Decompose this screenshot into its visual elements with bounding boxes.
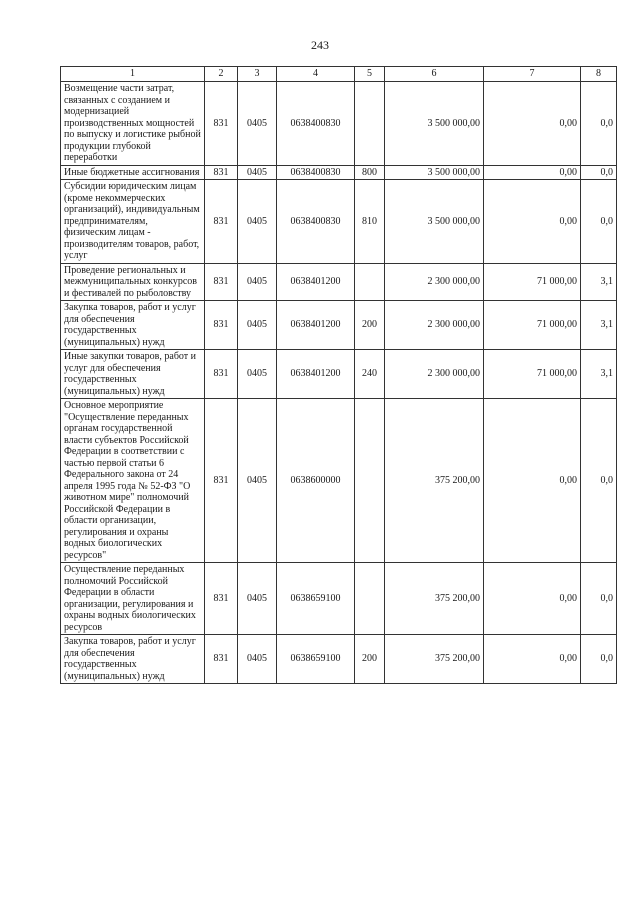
row-expense-type: 240: [355, 350, 385, 399]
row-name: Закупка товаров, работ и услуг для обеспечения государственных (муниципальных) нужд: [61, 635, 205, 684]
row-name: Иные закупки товаров, работ и услуг для обеспечения государственных (муниципальных) нужд: [61, 350, 205, 399]
page-number: 243: [311, 38, 329, 52]
row-target-code: 0638400830: [277, 180, 355, 264]
table-row: [61, 635, 617, 684]
row-percent: 0,0: [581, 399, 617, 563]
row-target-code: 0638659100: [277, 635, 355, 684]
row-name: Иные бюджетные ассигнования: [61, 165, 205, 180]
table-row: [61, 350, 617, 399]
row-executed-amount: 0,00: [484, 180, 581, 264]
row-planned-amount: 375 200,00: [385, 399, 484, 563]
row-executed-amount: 0,00: [484, 635, 581, 684]
table-row: [61, 563, 617, 635]
row-planned-amount: 375 200,00: [385, 635, 484, 684]
row-percent: 3,1: [581, 301, 617, 350]
row-target-code: 0638401200: [277, 263, 355, 301]
row-target-code: 0638600000: [277, 399, 355, 563]
row-planned-amount: 2 300 000,00: [385, 263, 484, 301]
header-cell: 5: [355, 67, 385, 82]
row-target-code: 0638401200: [277, 350, 355, 399]
row-name: Основное мероприятие "Осуществление переданных органам государственной власти субъектов Российской Федерации в соответствии с частью первой статьи 6 Федерального закона от 24 апреля 1995 года № 52-ФЗ "О животном мире" полномочий Российской Федерации в области организации, регулирования и охраны водных биологических ресурсов": [61, 399, 205, 563]
row-percent: 0,0: [581, 82, 617, 166]
header-cell: 7: [484, 67, 581, 82]
table-row: [61, 399, 617, 563]
row-name: Проведение региональных и межмуниципальных конкурсов и фестивалей по рыболовству: [61, 263, 205, 301]
table-header: [61, 67, 617, 82]
row-ministry-code: 831: [205, 399, 238, 563]
row-target-code: 0638400830: [277, 165, 355, 180]
header-cell: 8: [581, 67, 617, 82]
row-planned-amount: 2 300 000,00: [385, 301, 484, 350]
row-percent: 3,1: [581, 263, 617, 301]
row-executed-amount: 0,00: [484, 563, 581, 635]
row-ministry-code: 831: [205, 180, 238, 264]
row-executed-amount: 71 000,00: [484, 350, 581, 399]
row-target-code: 0638400830: [277, 82, 355, 166]
header-cell: 3: [238, 67, 277, 82]
row-expense-type: [355, 563, 385, 635]
row-executed-amount: 0,00: [484, 399, 581, 563]
row-section-code: 0405: [238, 399, 277, 563]
row-name: Осуществление переданных полномочий Российской Федерации в области организации, регулирования и охраны водных биологических ресурсов: [61, 563, 205, 635]
row-target-code: 0638401200: [277, 301, 355, 350]
row-ministry-code: 831: [205, 563, 238, 635]
header-row: [61, 67, 617, 82]
row-ministry-code: 831: [205, 301, 238, 350]
table-row: [61, 263, 617, 301]
row-expense-type: [355, 399, 385, 563]
row-section-code: 0405: [238, 635, 277, 684]
header-cell: 2: [205, 67, 238, 82]
row-planned-amount: 375 200,00: [385, 563, 484, 635]
row-section-code: 0405: [238, 301, 277, 350]
row-name: Возмещение части затрат, связанных с созданием и модернизацией производственных мощностей по выпуску и логистике рыбной продукции глубокой переработки: [61, 82, 205, 166]
row-executed-amount: 0,00: [484, 82, 581, 166]
budget-table: [60, 66, 617, 684]
row-planned-amount: 3 500 000,00: [385, 165, 484, 180]
row-name: Закупка товаров, работ и услуг для обеспечения государственных (муниципальных) нужд: [61, 301, 205, 350]
row-expense-type: 810: [355, 180, 385, 264]
row-percent: 0,0: [581, 180, 617, 264]
row-ministry-code: 831: [205, 263, 238, 301]
row-executed-amount: 71 000,00: [484, 263, 581, 301]
row-planned-amount: 2 300 000,00: [385, 350, 484, 399]
row-section-code: 0405: [238, 263, 277, 301]
row-expense-type: 200: [355, 301, 385, 350]
row-ministry-code: 831: [205, 635, 238, 684]
table-row: [61, 165, 617, 180]
row-section-code: 0405: [238, 350, 277, 399]
header-cell: 6: [385, 67, 484, 82]
row-planned-amount: 3 500 000,00: [385, 180, 484, 264]
row-expense-type: [355, 82, 385, 166]
row-percent: 0,0: [581, 563, 617, 635]
row-planned-amount: 3 500 000,00: [385, 82, 484, 166]
row-percent: 3,1: [581, 350, 617, 399]
row-section-code: 0405: [238, 180, 277, 264]
table-row: [61, 301, 617, 350]
row-section-code: 0405: [238, 165, 277, 180]
row-expense-type: [355, 263, 385, 301]
header-cell: 1: [61, 67, 205, 82]
row-ministry-code: 831: [205, 350, 238, 399]
table-row: [61, 180, 617, 264]
row-executed-amount: 0,00: [484, 165, 581, 180]
row-section-code: 0405: [238, 563, 277, 635]
table-body: [61, 82, 617, 684]
table-row: [61, 82, 617, 166]
row-name: Субсидии юридическим лицам (кроме некоммерческих организаций), индивидуальным предпринимателям, физическим лицам - производителям товаров, работ, услуг: [61, 180, 205, 264]
header-cell: 4: [277, 67, 355, 82]
row-section-code: 0405: [238, 82, 277, 166]
row-target-code: 0638659100: [277, 563, 355, 635]
row-percent: 0,0: [581, 635, 617, 684]
row-percent: 0,0: [581, 165, 617, 180]
row-ministry-code: 831: [205, 82, 238, 166]
row-expense-type: 200: [355, 635, 385, 684]
row-executed-amount: 71 000,00: [484, 301, 581, 350]
row-ministry-code: 831: [205, 165, 238, 180]
row-expense-type: 800: [355, 165, 385, 180]
